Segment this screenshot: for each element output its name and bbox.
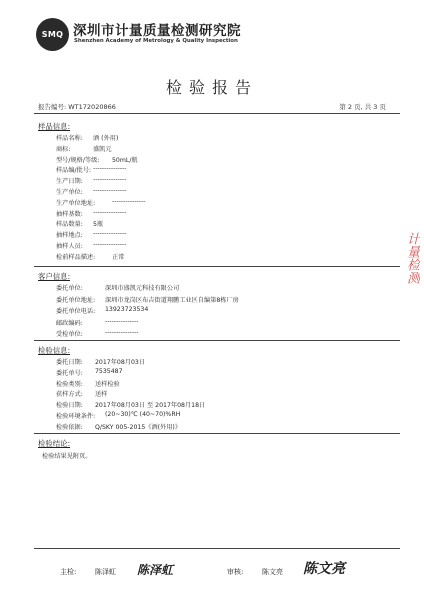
client-field-label: 邮政编码:	[56, 319, 83, 327]
conclusion-text: 检验结果见附页。	[42, 453, 92, 460]
client-field-label: 委托单位电话:	[56, 308, 96, 315]
sample-field-label: 型号/规格/等级:	[56, 156, 100, 164]
inspection-field-label: 获样方式:	[56, 391, 83, 399]
reviewer-name: 陈文亮	[262, 568, 283, 576]
client-field-label: 委托单位:	[56, 285, 83, 292]
sample-field-label: 生产单位地址:	[56, 199, 96, 207]
client-field-value: ---------------	[105, 329, 139, 336]
reviewer-signature: 陈文亮	[303, 561, 345, 577]
sample-field-value: ---------------	[93, 176, 127, 184]
inspection-field-value: 送样检验	[95, 380, 120, 388]
sample-field-label: 样品编/批号:	[56, 167, 92, 175]
client-field-value: 13923723534	[105, 306, 149, 313]
header-divider	[34, 113, 400, 114]
inspection-field-value: 2017年08月03日	[95, 359, 146, 366]
inspection-field-value: (20~30)℃ (40~70)%RH	[105, 411, 181, 418]
sample-info-heading: 样品信息:	[38, 122, 71, 131]
sample-field-label: 样品名称:	[56, 135, 83, 142]
sample-field-value: ---------------	[93, 187, 127, 194]
client-divider	[34, 340, 400, 341]
sample-field-value: ---------------	[93, 208, 127, 216]
inspection-field-label: 委托单号:	[56, 369, 83, 377]
reviewer-label: 审核:	[227, 568, 244, 576]
checker-label: 主检:	[60, 568, 77, 576]
sample-field-label: 抽样人员:	[56, 243, 83, 250]
client-field-value: 深圳市盛凯元科技有限公司	[105, 285, 180, 292]
sample-field-value: ---------------	[93, 241, 127, 248]
sample-field-value: ---------------	[93, 230, 127, 238]
sample-field-value: 酒 (外用)	[93, 135, 119, 142]
inspection-field-value: 送样	[95, 391, 108, 399]
sample-field-label: 生产单位:	[56, 189, 83, 196]
sample-field-value: 5瓶	[93, 221, 104, 229]
inspection-field-value: 2017年08月03日 至 2017年08月18日	[95, 402, 206, 410]
conclusion-heading: 检验结论:	[38, 439, 71, 448]
sample-divider	[34, 266, 400, 267]
client-field-label: 委托单位地址:	[56, 296, 96, 304]
sample-field-label: 抽样地点:	[56, 232, 83, 240]
inspection-field-label: 检验环境条件:	[56, 413, 96, 420]
sample-field-value: 盛凯元	[93, 145, 112, 153]
sample-field-value: 50mL/瓶	[112, 156, 138, 164]
inspection-info-heading: 检验信息:	[38, 346, 71, 355]
institute-logo: SMQ	[36, 18, 69, 51]
footer-divider	[34, 548, 400, 549]
institution-name-en: Shenzhen Academy of Metrology & Quality Inspection	[74, 38, 238, 44]
inspection-field-label: 检验日期:	[56, 402, 83, 410]
sample-field-value: ---------------	[93, 165, 127, 173]
sample-field-label: 抽样基数:	[56, 210, 83, 218]
inspection-field-label: 检验依据:	[56, 423, 83, 431]
sample-field-label: 检前样品描述:	[56, 253, 96, 261]
inspection-field-label: 检验类别:	[56, 380, 83, 388]
client-field-value: 深圳市龙岗区布吉街道翔鹏工业区自编第8栋厂房	[105, 296, 239, 304]
page-indicator: 第 2 页, 共 3 页	[339, 103, 386, 111]
inspection-divider	[34, 433, 400, 434]
institution-name-cn: 深圳市计量质量检测研究院	[73, 23, 241, 39]
checker-name: 陈泽虹	[95, 568, 116, 576]
sample-field-label: 样品数量:	[56, 221, 83, 229]
inspection-field-value: Q/SKY 005-2015《酒(外用)》	[95, 423, 182, 431]
sample-field-label: 商标:	[56, 145, 71, 153]
checker-signature: 陈泽虹	[137, 563, 174, 577]
report-title: 检验报告	[165, 78, 258, 97]
report-number: 报告编号: WT172020866	[38, 103, 116, 111]
sample-field-value: ---------------	[112, 197, 146, 205]
client-field-value: ---------------	[105, 317, 139, 325]
inspection-field-value: 7535487	[95, 367, 123, 375]
sample-field-value: 正常	[112, 253, 125, 261]
client-info-heading: 客户信息:	[38, 272, 71, 281]
client-field-label: 受检单位:	[56, 331, 83, 338]
inspection-field-label: 委托日期:	[56, 359, 83, 366]
sample-field-label: 生产日期:	[56, 178, 83, 186]
side-seal-stamp: 计量检测	[404, 232, 419, 284]
